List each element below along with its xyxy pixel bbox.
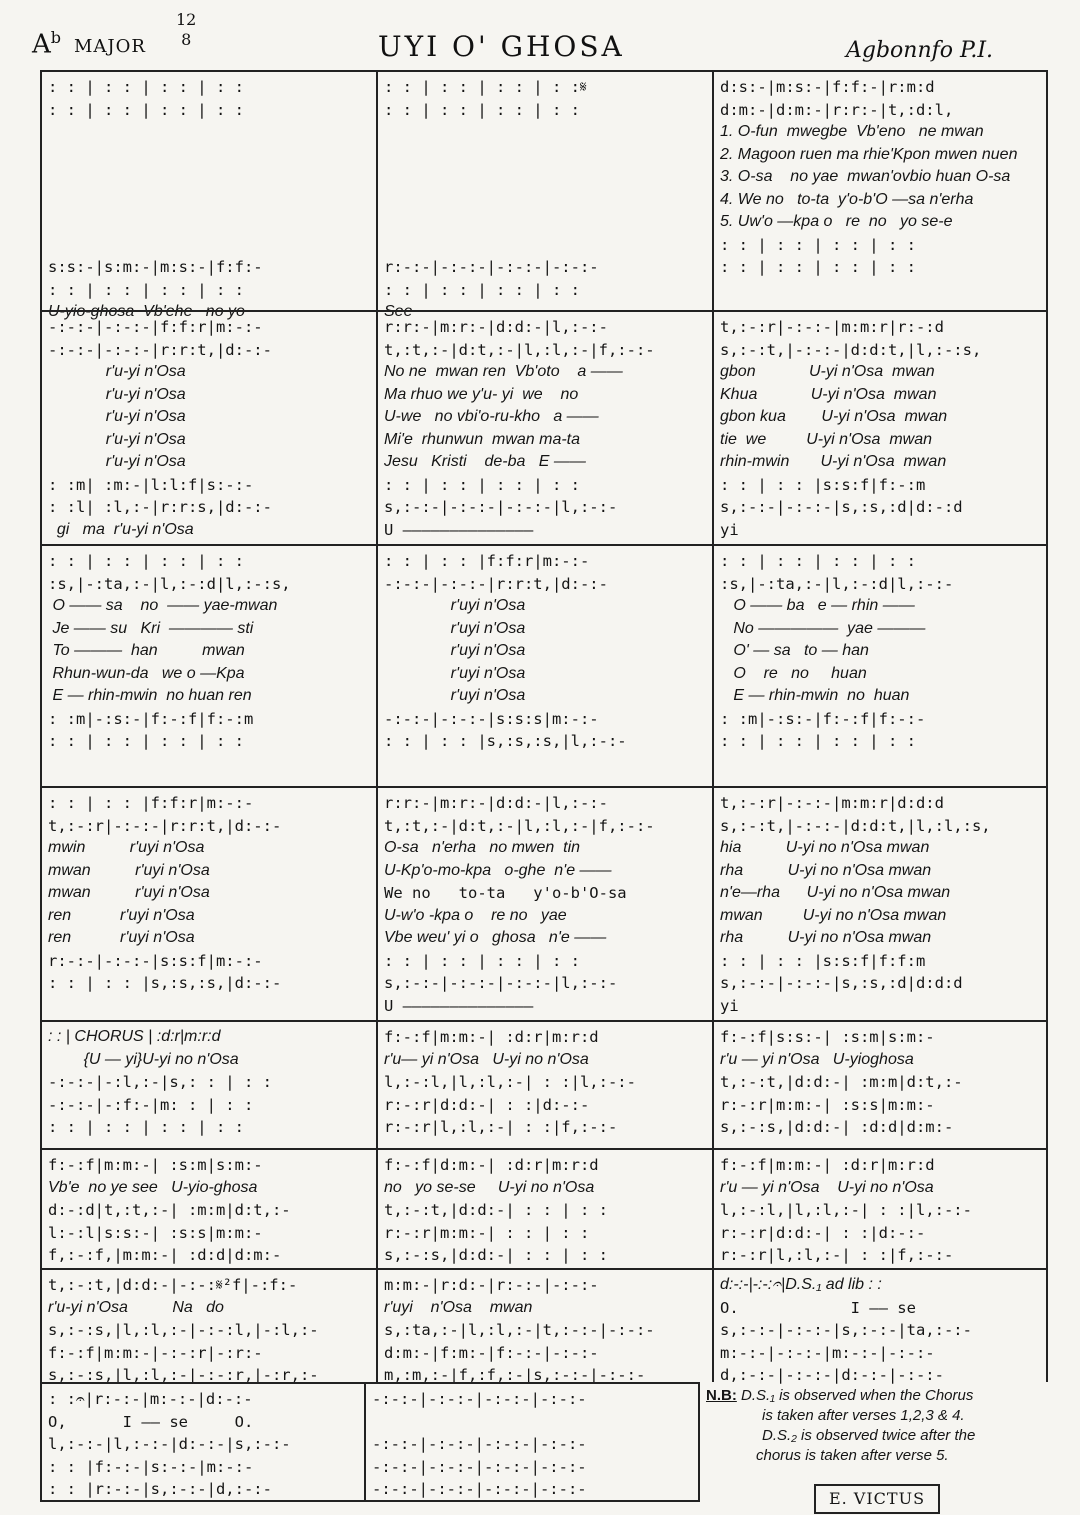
lyric-line: 5. Uw'o —kpa o re no yo se-e <box>720 213 953 230</box>
solfa-line: t,:-:r|-:-:-|m:m:r|r:-:d <box>720 318 944 336</box>
solfa-line <box>48 234 372 257</box>
solfa-line <box>48 121 372 144</box>
key-letter: A <box>32 29 51 60</box>
solfa-line: r:-:r|l,:l,:-| : :|f,:-:- <box>384 1118 618 1136</box>
solfa-line <box>384 211 708 234</box>
solfa-line: s,:-:-|-:-:-|-:-:-|l,:-:- <box>384 974 618 992</box>
solfa-line: : : | : : | : : | : : <box>384 100 580 119</box>
solfa-line: t,:-:r|-:-:-|r:r:t,|d:-:- <box>48 816 282 835</box>
solfa-line: r:-:r|d:d:-| : :|d:-:- <box>384 1095 590 1114</box>
lyric-line: U-we no vbi'o-ru-kho a —— <box>384 408 599 425</box>
solfa-line: : : | : : | : : | : : <box>48 552 244 570</box>
solfa-line: : : | : : | : : | : : <box>48 732 244 750</box>
solfa-line: s,:-:s,|l,:l,:-|-:-:l,|-:l,:- <box>48 1321 319 1339</box>
solfa-line: -:-:-|-:-:-|f:f:r|m:-:- <box>48 318 263 336</box>
solfa-line: l,:-:-|l,:-:-|d:-:-|s,:-:- <box>48 1435 291 1453</box>
key-signature <box>32 28 61 60</box>
solfa-line: m,:m,:-|f,:f,:-|s,:-:-|-:-:- <box>384 1366 646 1384</box>
lyric-line: Rhun-wun-da we o —Kpa <box>48 664 245 682</box>
solfa-line: l,:-:l,|l,:l,:-| : :|l,:-:- <box>720 1201 972 1219</box>
lyric-line: To ——— han mwan <box>48 642 245 659</box>
lyric-line: U-Kp'o-mo-kpa o-ghe n'e —— <box>384 861 612 879</box>
solfa-line: t,:t,:-|d:t,:-|l,:l,:-|f,:-:- <box>384 816 655 835</box>
solfa-line: -:-:-|-:l,:-|s,: : | : : <box>48 1073 272 1091</box>
solfa-line <box>384 121 708 144</box>
solfa-line: s,:-:s,|d:d:-| : : | : : <box>384 1246 608 1264</box>
solfa-line <box>48 166 372 189</box>
lyric-line: mwan r'uyi n'Osa <box>48 884 210 901</box>
solfa-line: yi <box>720 996 739 1015</box>
lyric-line: r'uyi n'Osa <box>384 642 526 659</box>
score-cell <box>376 312 712 544</box>
lyric-line: r'uyi n'Osa <box>384 619 526 637</box>
solfa-line <box>384 234 708 257</box>
score-cell <box>376 546 712 786</box>
lyric-line: Mi'e rhunwun mwan ma-ta <box>384 430 581 448</box>
solfa-line: -:-:-|-:-:-|r:r:t,|d:-:- <box>384 574 608 593</box>
score-cell <box>42 1270 376 1382</box>
lyric-line: O-sa n'erha no mwen tin <box>384 839 581 856</box>
solfa-line: f:-:f|m:m:-|-:-:r|-:r:- <box>48 1343 263 1362</box>
solfa-line: r:r:-|m:r:-|d:d:-|l,:-:- <box>384 318 608 336</box>
solfa-line: -:-:-|-:-:-|-:-:-|-:-:- <box>372 1480 587 1498</box>
score-system <box>40 1020 1048 1148</box>
score-cell <box>42 788 376 1020</box>
solfa-line: : : | : : | : : | : : <box>720 732 916 750</box>
lyric-line: r'u-yi n'Osa <box>48 453 186 470</box>
lyric-line: O —— ba e — rhin —— <box>720 597 915 614</box>
solfa-line: : : | : : | : : | : : <box>384 951 580 970</box>
solfa-line: : : | : : | : : | : : <box>48 78 244 96</box>
lyric-line: r'u — yi n'Osa U-yioghosa <box>720 1050 914 1068</box>
solfa-line: -:-:-|-:-:-|r:r:t,|d:-:- <box>48 340 272 359</box>
lyric-line: r'u-yi n'Osa Na do <box>48 1298 224 1316</box>
solfa-line: s,:-:s,|d:d:-| :d:d|d:m:- <box>720 1118 954 1136</box>
solfa-line: s,:-:t,|-:-:-|d:d:t,|l,:l,:s, <box>720 816 991 835</box>
solfa-line: -:-:-|-:-:-|s:s:s|m:-:- <box>384 709 599 728</box>
lyric-line: r'uyi n'Osa <box>384 597 526 614</box>
time-signature-top: 12 <box>176 10 197 29</box>
solfa-line: r:-:-|-:-:-|s:s:f|m:-:- <box>48 951 263 970</box>
solfa-line: t,:t,:-|d:t,:-|l,:l,:-|f,:-:- <box>384 340 655 359</box>
solfa-line: : : | : : |s:s:f|f:-:m <box>720 475 926 494</box>
score-system <box>40 1382 700 1500</box>
score-system <box>40 544 1048 786</box>
solfa-line: : :m|-:s:-|f:-:f|f:-:- <box>720 709 926 728</box>
solfa-line <box>48 211 372 234</box>
performance-note <box>700 1382 1048 1482</box>
solfa-line: :s,|-:ta,:-|l,:-:d|l,:-:- <box>720 574 954 593</box>
lyric-line: : : | CHORUS | :d:r|m:r:d <box>48 1028 221 1045</box>
lyric-line: r'u-yi n'Osa <box>48 430 186 448</box>
solfa-line: s:s:-|s:m:-|m:s:-|f:f:- <box>48 258 263 276</box>
lyric-line: Je —— su Kri ———— sti <box>48 619 254 637</box>
lyric-line: O' — sa to — han <box>720 642 869 659</box>
solfa-line <box>48 144 372 167</box>
lyric-line: r'uyi n'Osa <box>384 664 526 682</box>
lyric-line: mwan r'uyi n'Osa <box>48 861 210 879</box>
solfa-line: f:-:f|m:m:-| :s:m|s:m:- <box>48 1156 263 1174</box>
lyric-line: No ne mwan ren Vb'oto a —— <box>384 363 623 380</box>
solfa-line: yi <box>720 520 739 539</box>
score-system <box>40 70 1048 320</box>
solfa-line: s,:-:-|-:-:-|s,:-:-|ta,:-:- <box>720 1321 972 1339</box>
solfa-line: f,:-:f,|m:m:-| :d:d|d:m:- <box>48 1246 282 1264</box>
solfa-line <box>48 189 372 212</box>
solfa-line <box>384 144 708 167</box>
lyric-line: 4. We no to-ta y'o-b'O —sa n'erha <box>720 190 974 208</box>
solfa-line: We no to-ta y'o-b'O-sa <box>384 884 627 902</box>
solfa-line: s,:ta,:-|l,:l,:-|t,:-:-|-:-:- <box>384 1321 655 1339</box>
lyric-line: O —— sa no —— yae-mwan <box>48 597 278 614</box>
solfa-line: d:m:-|f:m:-|f:-:-|-:-:- <box>384 1343 599 1362</box>
lyric-line: No ————— yae ——— <box>720 619 926 637</box>
score-cell <box>376 1270 712 1382</box>
grid-bottom-rule <box>40 1500 700 1502</box>
solfa-line: s,:-:-|-:-:-|-:-:-|l,:-:- <box>384 498 618 516</box>
solfa-line <box>372 1411 698 1434</box>
solfa-line: m:-:-|-:-:-|m:-:-|-:-:- <box>720 1343 935 1362</box>
score-system <box>40 310 1048 544</box>
solfa-line: s,:-:t,|-:-:-|d:d:t,|l,:-:s, <box>720 340 982 359</box>
score-cell <box>42 1022 376 1148</box>
lyric-line: Jesu Kristi de-ba E —— <box>384 453 586 470</box>
score-system <box>40 786 1048 1020</box>
solfa-line <box>384 189 708 212</box>
note-line-1: D.S.₁ is observed when the Chorus <box>741 1387 974 1404</box>
lyric-line: Vbe weu' yi o ghosa n'e —— <box>384 929 607 946</box>
solfa-line: : : | : : |s:s:f|f:f:m <box>720 951 926 970</box>
lyric-line: ren r'uyi n'Osa <box>48 929 195 946</box>
solfa-line: O, I —— se O. <box>48 1412 254 1431</box>
lyric-line: rhin-mwin U-yi n'Osa mwan <box>720 453 947 470</box>
solfa-line: s,:-:-|-:-:-|s,:s,:d|d:d:d <box>720 974 963 992</box>
score-grid <box>40 70 1048 1500</box>
score-cell <box>712 1022 1050 1148</box>
score-cell <box>712 546 1050 786</box>
lyric-line: rha U-yi no n'Osa mwan <box>720 861 932 879</box>
solfa-line: t,:-:t,|d:d:-| : : | : : <box>384 1201 608 1219</box>
score-cell <box>376 72 712 320</box>
solfa-line: -:-:-|-:f:-|m: : | : : <box>48 1095 254 1114</box>
lyric-line: 2. Magoon ruen ma rhie'Kpon mwen nuen <box>720 145 1018 163</box>
solfa-line: : :m| :m:-|l:l:f|s:-:- <box>48 475 254 494</box>
solfa-line: d:-:d|t,:t,:-| :m:m|d:t,:- <box>48 1201 291 1219</box>
score-cell <box>42 546 376 786</box>
score-cell <box>364 1384 702 1500</box>
lyric-line: rha U-yi no n'Osa mwan <box>720 929 932 946</box>
solfa-line: : : | : : | : : | : : <box>384 475 580 494</box>
solfa-line: : :𝄐|r:-:-|m:-:-|d:-:- <box>48 1390 253 1408</box>
key-flat: b <box>50 28 62 47</box>
solfa-line: O. I —— se <box>720 1298 916 1317</box>
composer-name: Agbonnfo P.I. <box>846 38 994 63</box>
solfa-line: : : | : : |f:f:r|m:-:- <box>384 552 590 570</box>
solfa-line: U —————————————— <box>384 996 534 1015</box>
lyric-line: Ma rhuo we y'u- yi we no <box>384 385 579 403</box>
solfa-line: : : |r:-:-|s,:-:-|d,:-:- <box>48 1480 272 1498</box>
lyric-line: r'uyi n'Osa <box>384 687 526 704</box>
note-line-3: D.S.₂ is observed twice after the <box>762 1427 976 1444</box>
note-line-2: is taken after verses 1,2,3 & 4. <box>762 1407 965 1424</box>
solfa-line: : : |f:-:-|s:-:-|m:-:- <box>48 1457 254 1476</box>
solfa-line: t,:-:r|-:-:-|m:m:r|d:d:d <box>720 794 944 812</box>
lyric-line: tie we U-yi n'Osa mwan <box>720 430 932 448</box>
solfa-line: t,:-:t,|d:d:-| :m:m|d:t,:- <box>720 1073 963 1091</box>
lyric-line: r'u-yi n'Osa <box>48 363 186 380</box>
note-label: N.B: <box>706 1387 737 1404</box>
score-cell <box>712 788 1050 1020</box>
solfa-line: : : | : : |s,:s,:s,|l,:-:- <box>384 732 627 750</box>
lyric-line: r'u-yi n'Osa <box>48 408 186 425</box>
lyric-line: no yo se-se U-yi no n'Osa <box>384 1178 595 1196</box>
score-cell <box>42 312 376 544</box>
solfa-line: : : | : : | : : | : : <box>384 280 580 299</box>
score-cell <box>42 1150 376 1268</box>
solfa-line: l,:-:l,|l,:l,:-| : :|l,:-:- <box>384 1073 636 1091</box>
lyric-line: gbon kua U-yi n'Osa mwan <box>720 408 948 425</box>
score-system <box>40 1268 1048 1382</box>
solfa-line: U —————————————— <box>384 520 534 539</box>
score-cell <box>376 788 712 1020</box>
solfa-line: r:-:r|d:d:-| : :|d:-:- <box>720 1223 926 1242</box>
lyric-line: {U — yi}U-yi no n'Osa <box>48 1050 239 1068</box>
score-cell <box>376 1150 712 1268</box>
lyric-line: Khua U-yi n'Osa mwan <box>720 385 937 403</box>
solfa-line: -:-:-|-:-:-|-:-:-|-:-:- <box>372 1457 587 1476</box>
lyric-line: 3. O-sa no yae mwan'ovbio huan O-sa <box>720 168 1011 185</box>
arranger-signature: E. VICTUS <box>814 1484 940 1514</box>
score-cell <box>712 72 1050 310</box>
solfa-line: -:-:-|-:-:-|-:-:-|-:-:- <box>372 1435 587 1453</box>
lyric-line: d:-:-|-:-:𝄐|D.S.₁ ad lib : : <box>720 1276 882 1293</box>
solfa-line: r:-:r|l,:l,:-| : :|f,:-:- <box>720 1246 954 1264</box>
lyric-line: 1. O-fun mwegbe Vb'eno ne mwan <box>720 123 984 140</box>
solfa-line: : : | : : | : : | : : <box>720 258 916 276</box>
lyric-line: U-w'o -kpa o re no yae <box>384 906 567 924</box>
solfa-line <box>384 166 708 189</box>
time-signature-bottom: 8 <box>181 30 192 49</box>
score-cell <box>712 1270 1050 1382</box>
lyric-line: r'u — yi n'Osa U-yi no n'Osa <box>720 1178 934 1196</box>
lyric-line: mwin r'uyi n'Osa <box>48 839 205 856</box>
solfa-line: m:m:-|r:d:-|r:-:-|-:-:- <box>384 1276 599 1294</box>
lyric-line: U-yio-ghosa Vb'ehe no yo <box>48 303 245 320</box>
score-system <box>40 1148 1048 1268</box>
lyric-line: E — rhin-mwin no huan ren <box>48 687 252 704</box>
solfa-line: d,:-:-|-:-:-|d:-:-|-:-:- <box>720 1366 944 1384</box>
solfa-line: t,:-:t,|d:d:-|-:-:𝄋²f|-:f:- <box>48 1276 298 1294</box>
solfa-line: : : | : : | : : | : : <box>720 235 916 254</box>
solfa-line: l:-:l|s:s:-| :s:s|m:m:- <box>48 1223 263 1242</box>
lyric-line: E — rhin-mwin no huan <box>720 687 910 704</box>
solfa-line: : : | : : | : : | : : <box>48 100 244 119</box>
lyric-line: Vb'e no ye see U-yio-ghosa <box>48 1178 258 1196</box>
lyric-line: r'u— yi n'Osa U-yi no n'Osa <box>384 1050 589 1068</box>
solfa-line: : : | : : | : : | : :𝄋 <box>384 78 587 96</box>
solfa-line: d:s:-|m:s:-|f:f:-|r:m:d <box>720 78 935 96</box>
lyric-line: n'e—rha U-yi no n'Osa mwan <box>720 884 951 901</box>
solfa-line: : : | : : |f:f:r|m:-:- <box>48 794 254 812</box>
solfa-line: r:-:-|-:-:-|-:-:-|-:-:- <box>384 258 599 276</box>
solfa-line: : : | : : | : : | : : <box>48 280 244 299</box>
lyric-line: mwan U-yi no n'Osa mwan <box>720 906 947 924</box>
lyric-line: gi ma r'u-yi n'Osa <box>48 520 194 538</box>
key-name: MAJOR <box>74 36 146 57</box>
note-line-4: chorus is taken after verse 5. <box>756 1447 949 1464</box>
score-cell <box>712 1150 1050 1268</box>
lyric-line: gbon U-yi n'Osa mwan <box>720 363 935 380</box>
solfa-line: : : | : : | : : | : : <box>720 552 916 570</box>
solfa-line: : : | : : |s,:s,:s,|d:-:- <box>48 974 282 992</box>
score-cell <box>42 72 376 320</box>
time-signature <box>176 10 196 50</box>
solfa-line: r:-:r|m:m:-| : : | : : <box>384 1223 590 1242</box>
solfa-line: : : | : : | : : | : : <box>48 1118 244 1136</box>
solfa-line: : :m|-:s:-|f:-:f|f:-:m <box>48 709 254 728</box>
lyric-line: r'uyi n'Osa mwan <box>384 1298 533 1316</box>
solfa-line: d:m:-|d:m:-|r:r:-|t,:d:l, <box>720 100 954 119</box>
solfa-line: f:-:f|m:m:-| :d:r|m:r:d <box>384 1028 599 1046</box>
score-cell <box>376 1022 712 1148</box>
lyric-line: O re no huan <box>720 664 867 682</box>
lyric-line: See <box>384 303 413 320</box>
lyric-line: hia U-yi no n'Osa mwan <box>720 839 930 856</box>
solfa-line: f:-:f|d:m:-| :d:r|m:r:d <box>384 1156 599 1174</box>
song-title: UYI O' GHOSA <box>378 30 625 63</box>
solfa-line: r:-:r|m:m:-| :s:s|m:m:- <box>720 1095 935 1114</box>
score-cell <box>42 1384 364 1500</box>
solfa-line: f:-:f|m:m:-| :d:r|m:r:d <box>720 1156 935 1174</box>
solfa-line: s,:-:-|-:-:-|s,:s,:d|d:-:d <box>720 498 963 516</box>
solfa-line: s,:-:s,|l,:l,:-|-:-:r,|-:r,:- <box>48 1366 319 1384</box>
solfa-line: f:-:f|s:s:-| :s:m|s:m:- <box>720 1028 935 1046</box>
score-cell <box>712 312 1050 544</box>
solfa-line: r:r:-|m:r:-|d:d:-|l,:-:- <box>384 794 608 812</box>
solfa-line: :s,|-:ta,:-|l,:-:d|l,:-:s, <box>48 574 291 593</box>
lyric-line: r'u-yi n'Osa <box>48 385 186 403</box>
solfa-line: -:-:-|-:-:-|-:-:-|-:-:- <box>372 1390 587 1408</box>
solfa-line: : :l| :l,:-|r:r:s,|d:-:- <box>48 498 272 516</box>
lyric-line: ren r'uyi n'Osa <box>48 906 195 924</box>
